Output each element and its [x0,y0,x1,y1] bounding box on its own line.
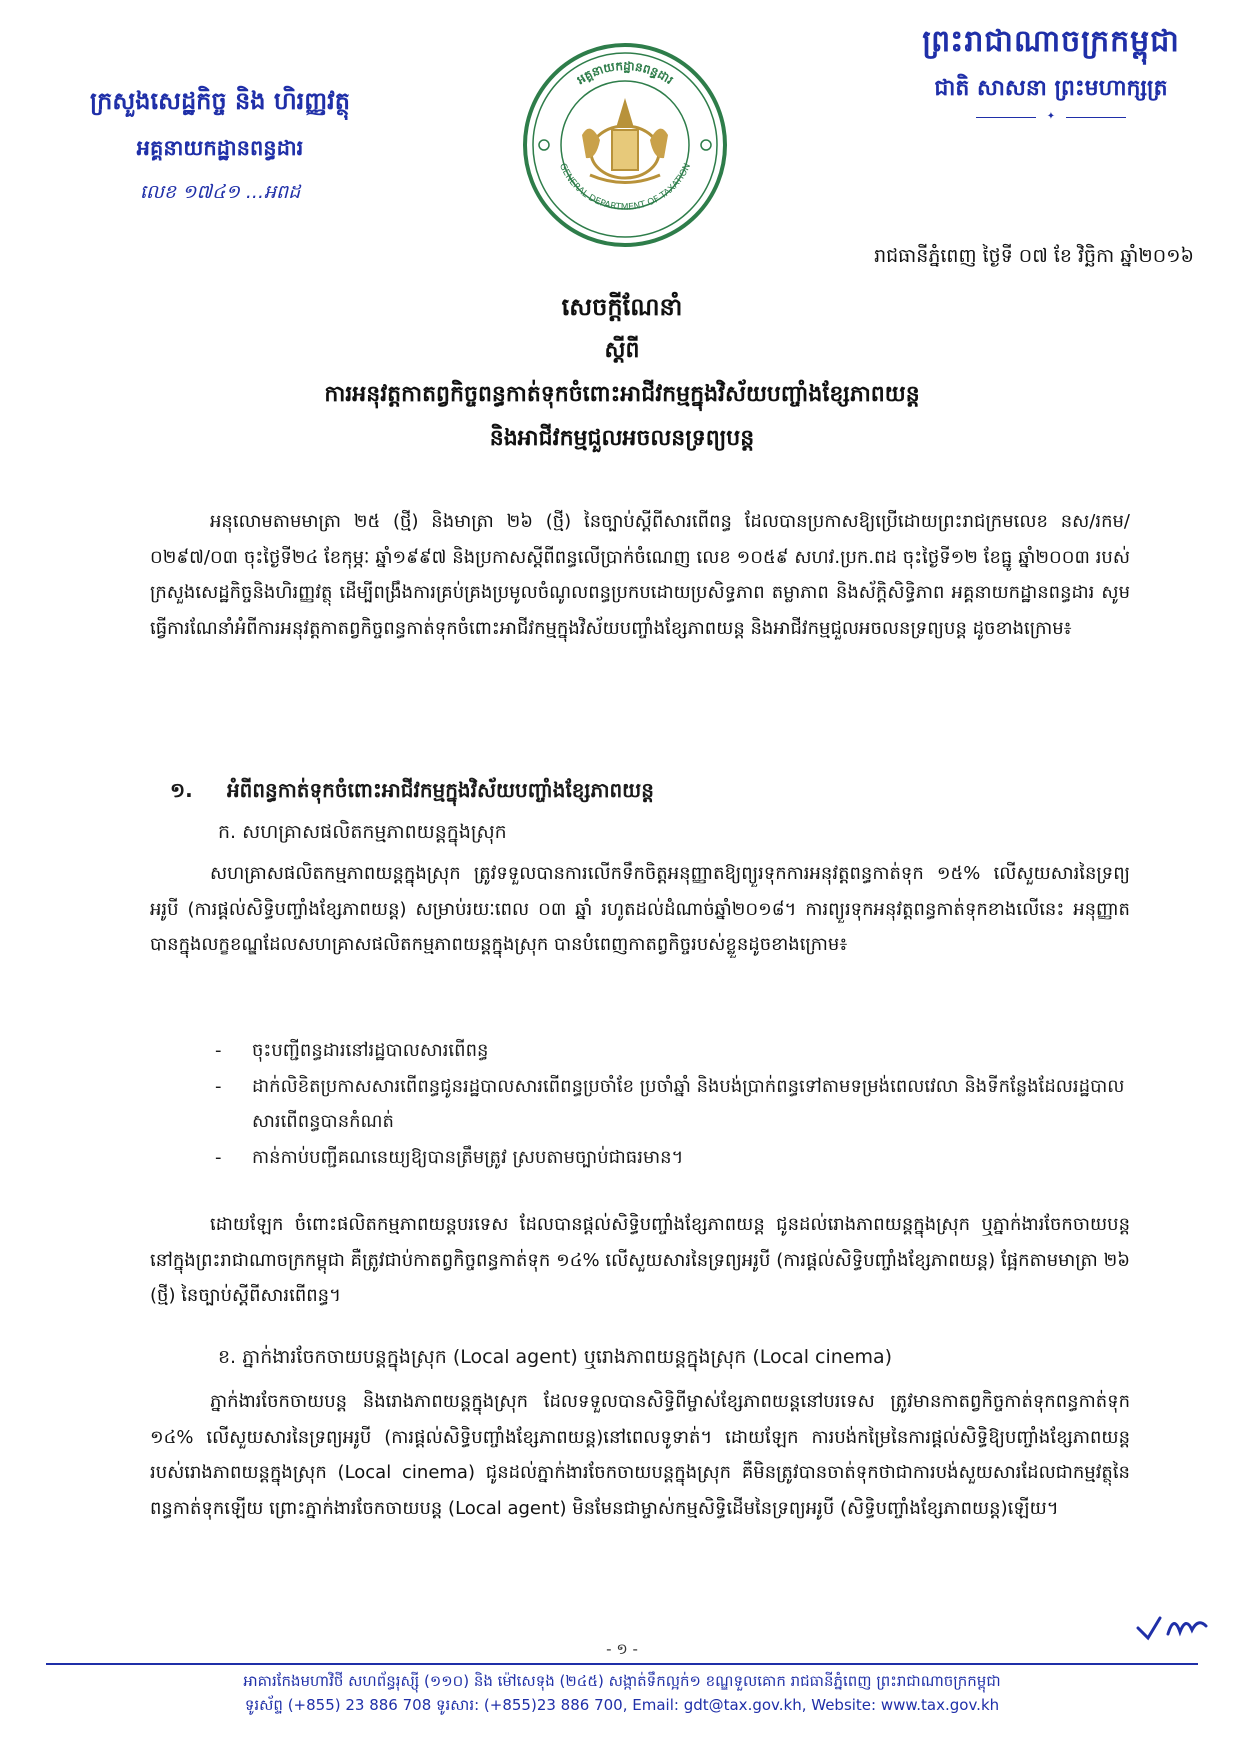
foreign-production-paragraph: ដោយឡែក ចំពោះផលិតកម្មភាពយន្តបរទេស ដែលបានផ្តល់សិទ្ធិបញ្ចាំងខ្សែភាពយន្ត ជូនដល់រោងភាពយន្តក្នុងស្រុក ឬភ្នាក់ងារចែកចាយបន្ត នៅក្នុងព្រះរាជាណាចក្រកម្ពុជា គឺត្រូវជាប់កាតព្វកិច្ចពន្ធកាត់ទុក ១៤% លើសួយសារនៃទ្រព្យអរូបី (ការផ្តល់សិទ្ធិបញ្ចាំងខ្សែភាពយន្ត) ផ្អែកតាមមាត្រា ២៦ (ថ្មី) នៃច្បាប់ស្តីពីសារពើពន្ធ។ [150,1214,1130,1306]
subsection-b-paragraph: ភ្នាក់ងារចែកចាយបន្ត និងរោងភាពយន្តក្នុងស្រុក ដែលទទួលបានសិទ្ធិពីម្ចាស់ខ្សែភាពយន្តនៅបរទេស ត្រូវមានកាតព្វកិច្ចកាត់ទុកពន្ធកាត់ទុក ១៤% លើសួយសារនៃទ្រព្យអរូបី (ការផ្តល់សិទ្ធិបញ្ចាំងខ្សែភាពយន្ត)នៅពេលទូទាត់។ ដោយឡែក ការបង់កម្រៃនៃការផ្តល់សិទ្ធិឱ្យបញ្ចាំងខ្សែភាពយន្តរបស់រោងភាពយន្តក្នុងស្រុក (Local cinema) ជូនដល់ភ្នាក់ងារចែកចាយបន្តក្នុងស្រុក គឺមិនត្រូវបានចាត់ទុកថាជាការបង់សួយសារដែលជាកម្មវត្ថុនៃពន្ធកាត់ទុកឡើយ ព្រោះភ្នាក់ងារចែកចាយបន្ត (Local agent) មិនមែនជាម្ចាស់កម្មសិទ្ធិដើមនៃទ្រព្យអរូបី (សិទ្ធិបញ្ចាំងខ្សែភាពយន្ត)ឡើយ។ [150,1391,1130,1519]
date-line: រាជធានីភ្នំពេញ ថ្ងៃទី ០៧ ខែ វិច្ឆិកា ឆ្នាំ២០១៦ [874,245,1194,267]
intro-paragraph: អនុលោមតាមមាត្រា ២៥ (ថ្មី) និងមាត្រា ២៦ (ថ្មី) នៃច្បាប់ស្តីពីសារពើពន្ធ ដែលបានប្រកាសឱ្យប្រើដោយព្រះរាជក្រមលេខ នស/រកម/០២៩៧/០៣ ចុះថ្ងៃទី២៤ ខែកុម្ភៈ ឆ្នាំ១៩៩៧ និងប្រកាសស្តីពីពន្ធលើប្រាក់ចំណេញ លេខ ១០៥៩ សហវ.ប្រក.ពដ ចុះថ្ងៃទី១២ ខែធ្នូ ឆ្នាំ២០០៣ របស់ក្រសួងសេដ្ឋកិច្ចនិងហិរញ្ញវត្ថុ ដើម្បីពង្រឹងការគ្រប់គ្រងប្រមូលចំណូលពន្ធប្រកបដោយប្រសិទ្ធភាព តម្លាភាព និងស័ក្តិសិទ្ធិភាព អគ្គនាយកដ្ឋានពន្ធដារ សូមធ្វើការណែនាំអំពីការអនុវត្តកាតព្វកិច្ចពន្ធកាត់ទុកចំពោះអាជីវកម្មក្នុងវិស័យបញ្ចាំងខ្សែភាពយន្ត និងអាជីវកម្មជួលអចលនទ្រព្យបន្ត ដូចខាងក្រោម៖ [150,511,1130,639]
ministry-name: ក្រសួងសេដ្ឋកិច្ច និង ហិរញ្ញវត្ថុ [90,87,350,115]
subsection-a-paragraph: សហគ្រាសផលិតកម្មភាពយន្តក្នុងស្រុក ត្រូវទទួលបានការលើកទឹកចិត្តអនុញ្ញាតឱ្យព្យួរទុកការអនុវត្តពន្ធកាត់ទុក ១៥% លើសួយសារនៃទ្រព្យអរូបី (ការផ្តល់សិទ្ធិបញ្ចាំងខ្សែភាពយន្ត) សម្រាប់រយៈពេល ០៣ ឆ្នាំ រហូតដល់ដំណាច់ឆ្នាំ២០១៨។ ការព្យួរទុកអនុវត្តពន្ធកាត់ទុកខាងលើនេះ អនុញ្ញាតបានក្នុងលក្ខខណ្ឌដែលសហគ្រាសផលិតកម្មភាពយន្តក្នុងស្រុក បានបំពេញកាតព្វកិច្ចរបស់ខ្លួនដូចខាងក្រោម៖ [150,863,1130,955]
footer-address: អាគារកែងមហាវិថី សហព័ន្ធរុស្ស៊ី (១១០) និង ម៉ៅសេទុង (២៤៥) សង្កាត់ទឹកល្អក់១ ខណ្ឌទួលគោក រាជធានីភ្នំពេញ ព្រះរាជាណាចក្រកម្ពុជា [243,1672,1001,1690]
section1-heading [170,777,654,807]
subsection-b-heading: ខ. ភ្នាក់ងារចែកចាយបន្តក្នុងស្រុក (Local agent) ឬរោងភាពយន្តក្នុងស្រុក (Local cinema) [218,1346,893,1368]
page-number: - ១ - [606,1640,638,1658]
document-about: ស្តីពី [604,338,640,363]
ornament-divider: ✦ [976,112,1126,122]
national-motto: ជាតិ សាសនា ព្រះមហាក្សត្រ [934,76,1168,101]
list-item: - ដាក់លិខិតប្រកាសសារពើពន្ធជូនរដ្ឋបាលសារពើពន្ធប្រចាំខែ ប្រចាំឆ្នាំ និងបង់ប្រាក់ពន្ធទៅតាមទម្រង់ពេលវេលា និងទីកន្លែងដែលរដ្ឋបាលសារពើពន្ធបានកំណត់ [215,1075,1125,1132]
footer-divider [46,1663,1198,1665]
reference-number: លេខ ១៧៤១ ...អពដ [139,181,301,203]
footer-contact: ទូរស័ព្ទ (+855) 23 886 708 ទូរសារ: (+855)23 886 700, Email: gdt@tax.gov.kh, Website: www.tax.gov.kh [244,1696,1000,1714]
section1-number: ១. [170,778,193,802]
ministry-header [20,86,420,208]
document-title-line1: ការអនុវត្តកាតព្វកិច្ចពន្ធកាត់ទុកចំពោះអាជីវកម្មក្នុងវិស័យបញ្ចាំងខ្សែភាពយន្ត [324,382,920,407]
tax-department-seal [520,40,730,250]
obligations-list [215,1033,1130,1175]
document-title-line2: និងអាជីវកម្មជួលអចលនទ្រព្យបន្ត [489,426,755,451]
seal-emblem [582,98,668,183]
seal-text-english: GENERAL DEPARTMENT OF TAXATION [556,162,694,213]
svg-text:អគ្គនាយកដ្ឋានពន្ធដារ [573,59,676,88]
department-name: អគ្គនាយកដ្ឋានពន្ធដារ [136,136,304,160]
section1-title: អំពីពន្ធកាត់ទុកចំពោះអាជីវកម្មក្នុងវិស័យបញ្ចាំងខ្សែភាពយន្ត [226,778,654,802]
document-type: សេចក្តីណែនាំ [561,293,683,321]
seal-text-khmer: អគ្គនាយកដ្ឋានពន្ធដារ [574,58,676,88]
kingdom-header [886,22,1216,122]
list-item: - ចុះបញ្ជីពន្ធដារនៅរដ្ឋបាលសារពើពន្ធ [215,1040,489,1061]
initials-signature [1134,1604,1214,1644]
kingdom-title: ព្រះរាជាណាចក្រកម្ពុជា [922,24,1180,59]
subsection-a-heading: ក. សហគ្រាសផលិតកម្មភាពយន្តក្នុងស្រុក [218,821,507,843]
list-item: - កាន់កាប់បញ្ជីគណនេយ្យឱ្យបានត្រឹមត្រូវ ស្របតាមច្បាប់ជាធរមាន។ [215,1146,684,1168]
